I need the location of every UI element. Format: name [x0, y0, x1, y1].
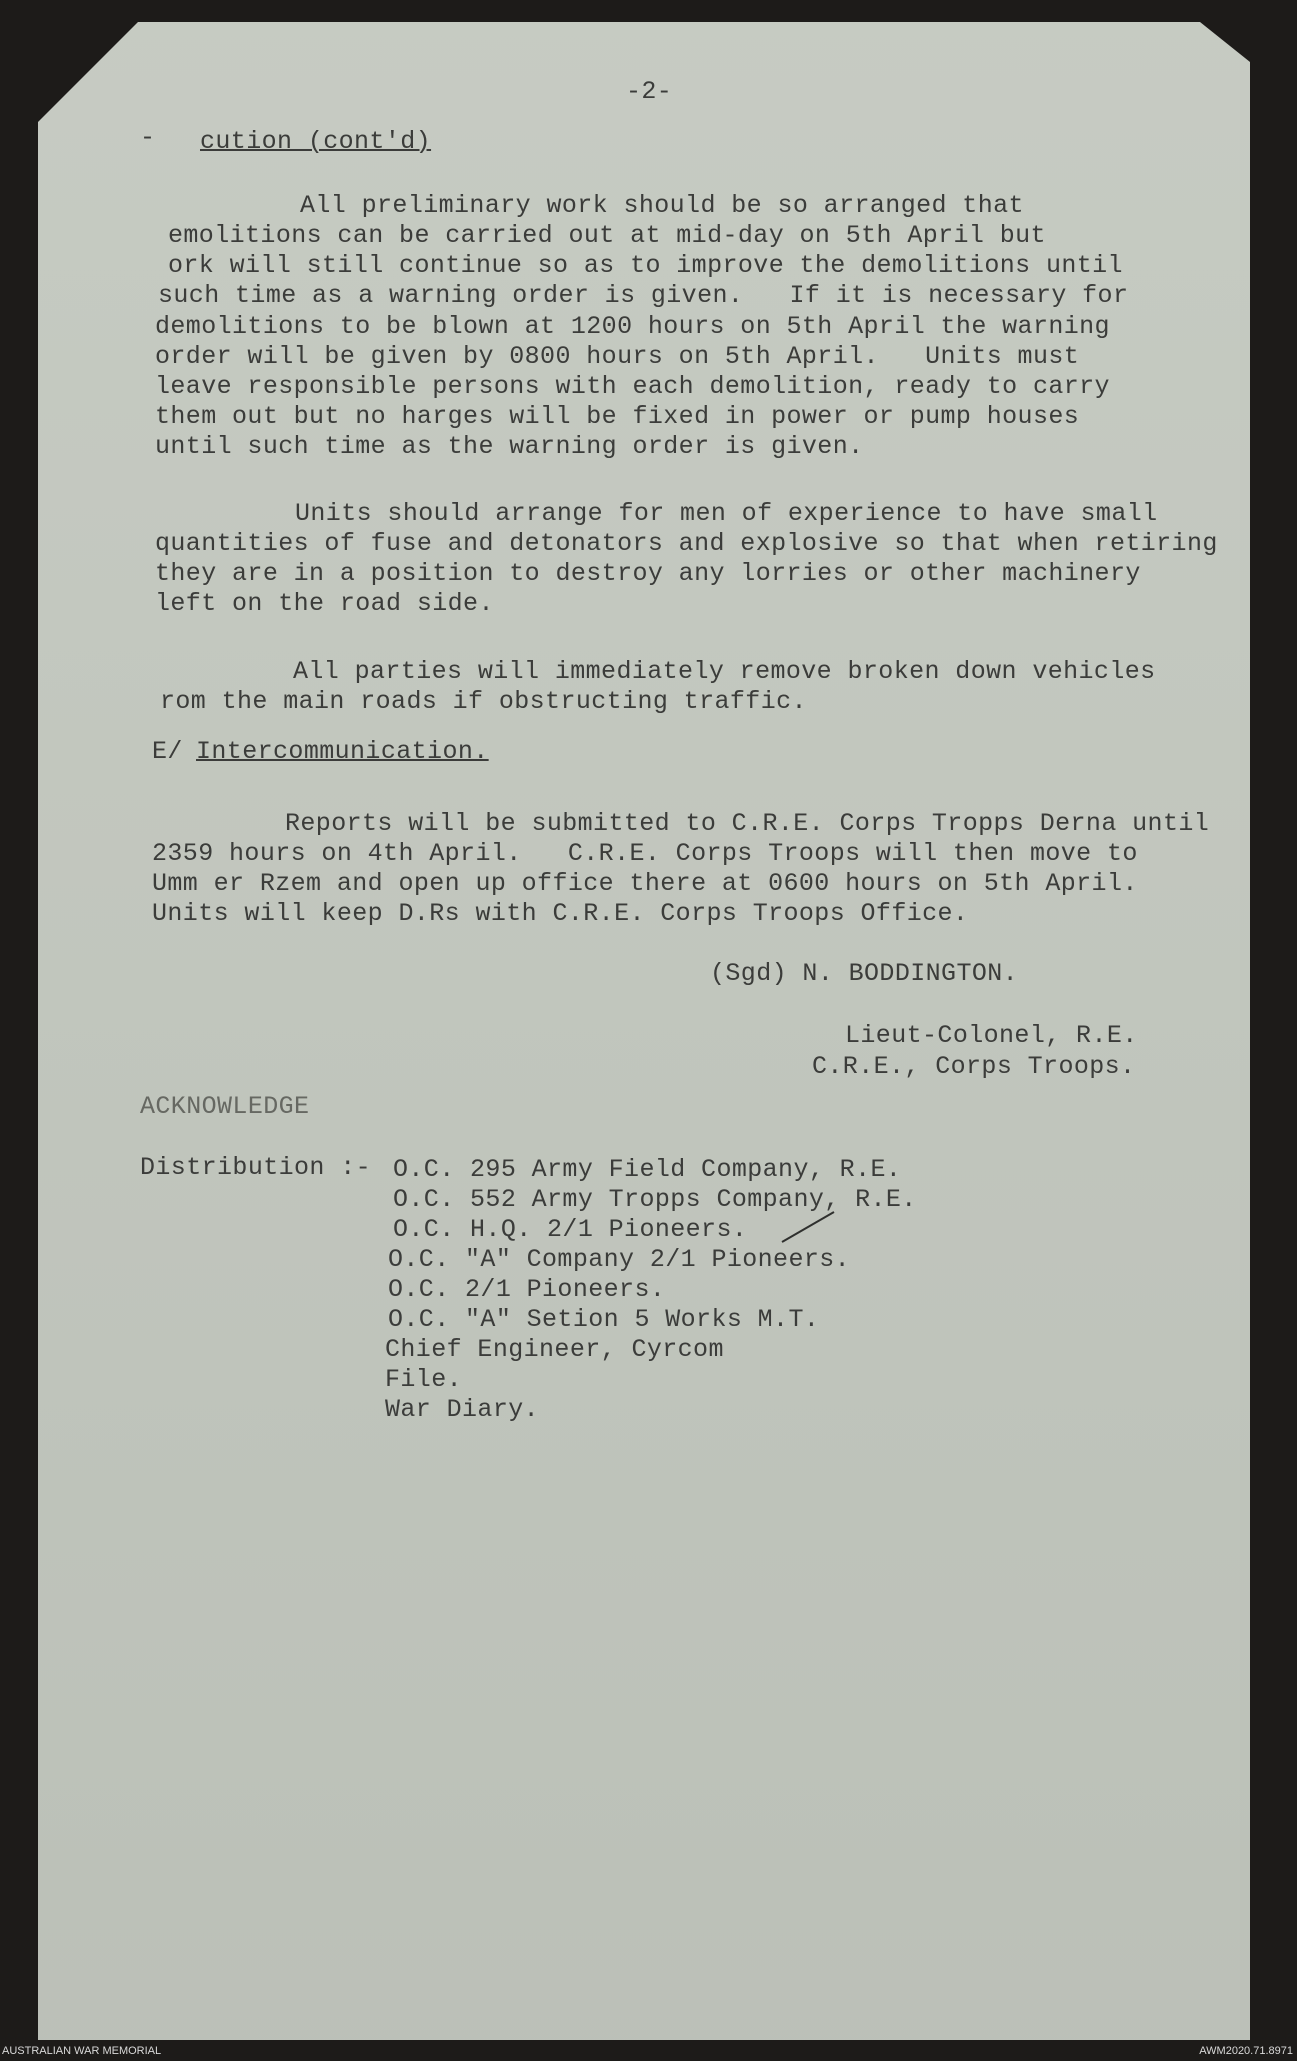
page-number: -2-: [626, 77, 673, 106]
para2-line-4: left on the road side.: [155, 589, 494, 618]
para4-line-4: Units will keep D.Rs with C.R.E. Corps Troops Office.: [152, 899, 969, 928]
para1-line-8: them out but no harges will be fixed in power or pump houses: [155, 402, 1080, 431]
signature-line: (Sgd) N. BODDINGTON.: [710, 959, 1019, 988]
footer-archive-name: AUSTRALIAN WAR MEMORIAL: [2, 2045, 162, 2057]
para4-line-2: 2359 hours on 4th April. C.R.E. Corps Troops will then move to: [152, 839, 1138, 868]
para4-line-3: Umm er Rzem and open up office there at 0600 hours on 5th April.: [152, 869, 1138, 898]
para1-line-5: demolitions to be blown at 1200 hours on 5th April the warning: [155, 312, 1110, 341]
distribution-item: O.C. "A" Setion 5 Works M.T.: [388, 1305, 820, 1334]
para1-line-1: All preliminary work should be so arranged that: [300, 191, 1024, 220]
para2-line-1: Units should arrange for men of experience to have small: [295, 499, 1158, 528]
execution-heading: cution (cont'd): [200, 127, 432, 156]
distribution-item: O.C. 552 Army Tropps Company, R.E.: [393, 1185, 917, 1214]
distribution-item: O.C. 2/1 Pioneers.: [388, 1275, 666, 1304]
intercom-heading: Intercommunication.: [196, 737, 489, 766]
para1-line-4: such time as a warning order is given. If it is necessary for: [158, 281, 1129, 310]
para4-line-1: Reports will be submitted to C.R.E. Corps Tropps Derna until: [285, 809, 1210, 838]
execution-heading-mark: -: [140, 123, 156, 152]
para1-line-9: until such time as the warning order is given.: [155, 432, 864, 461]
distribution-item: War Diary.: [385, 1395, 540, 1424]
acknowledge-label: ACKNOWLEDGE: [140, 1092, 310, 1121]
para1-line-7: leave responsible persons with each demolition, ready to carry: [155, 372, 1110, 401]
para1-line-6: order will be given by 0800 hours on 5th April. Units must: [155, 342, 1080, 371]
para1-line-3: ork will still continue so as to improve the demolitions until: [168, 251, 1123, 280]
para3-line-2: rom the main roads if obstructing traffic.: [160, 687, 807, 716]
para3-line-1: All parties will immediately remove broken down vehicles: [293, 657, 1156, 686]
distribution-item: File.: [385, 1365, 463, 1394]
signatory-title: C.R.E., Corps Troops.: [812, 1052, 1136, 1081]
signatory-rank: Lieut-Colonel, R.E.: [845, 1021, 1138, 1050]
distribution-item: Chief Engineer, Cyrcom: [385, 1335, 724, 1364]
intercom-prefix: E/: [152, 737, 183, 766]
distribution-item: O.C. H.Q. 2/1 Pioneers.: [393, 1215, 748, 1244]
distribution-item: O.C. 295 Army Field Company, R.E.: [393, 1155, 902, 1184]
distribution-item: O.C. "A" Company 2/1 Pioneers.: [388, 1245, 851, 1274]
para2-line-2: quantities of fuse and detonators and explosive so that when retiring: [155, 529, 1218, 558]
footer-archive-id: AWM2020.71.8971: [1199, 2045, 1293, 2057]
distribution-label: Distribution :-: [140, 1153, 372, 1182]
para1-line-2: emolitions can be carried out at mid-day on 5th April but: [168, 221, 1046, 250]
para2-line-3: they are in a position to destroy any lorries or other machinery: [155, 559, 1141, 588]
